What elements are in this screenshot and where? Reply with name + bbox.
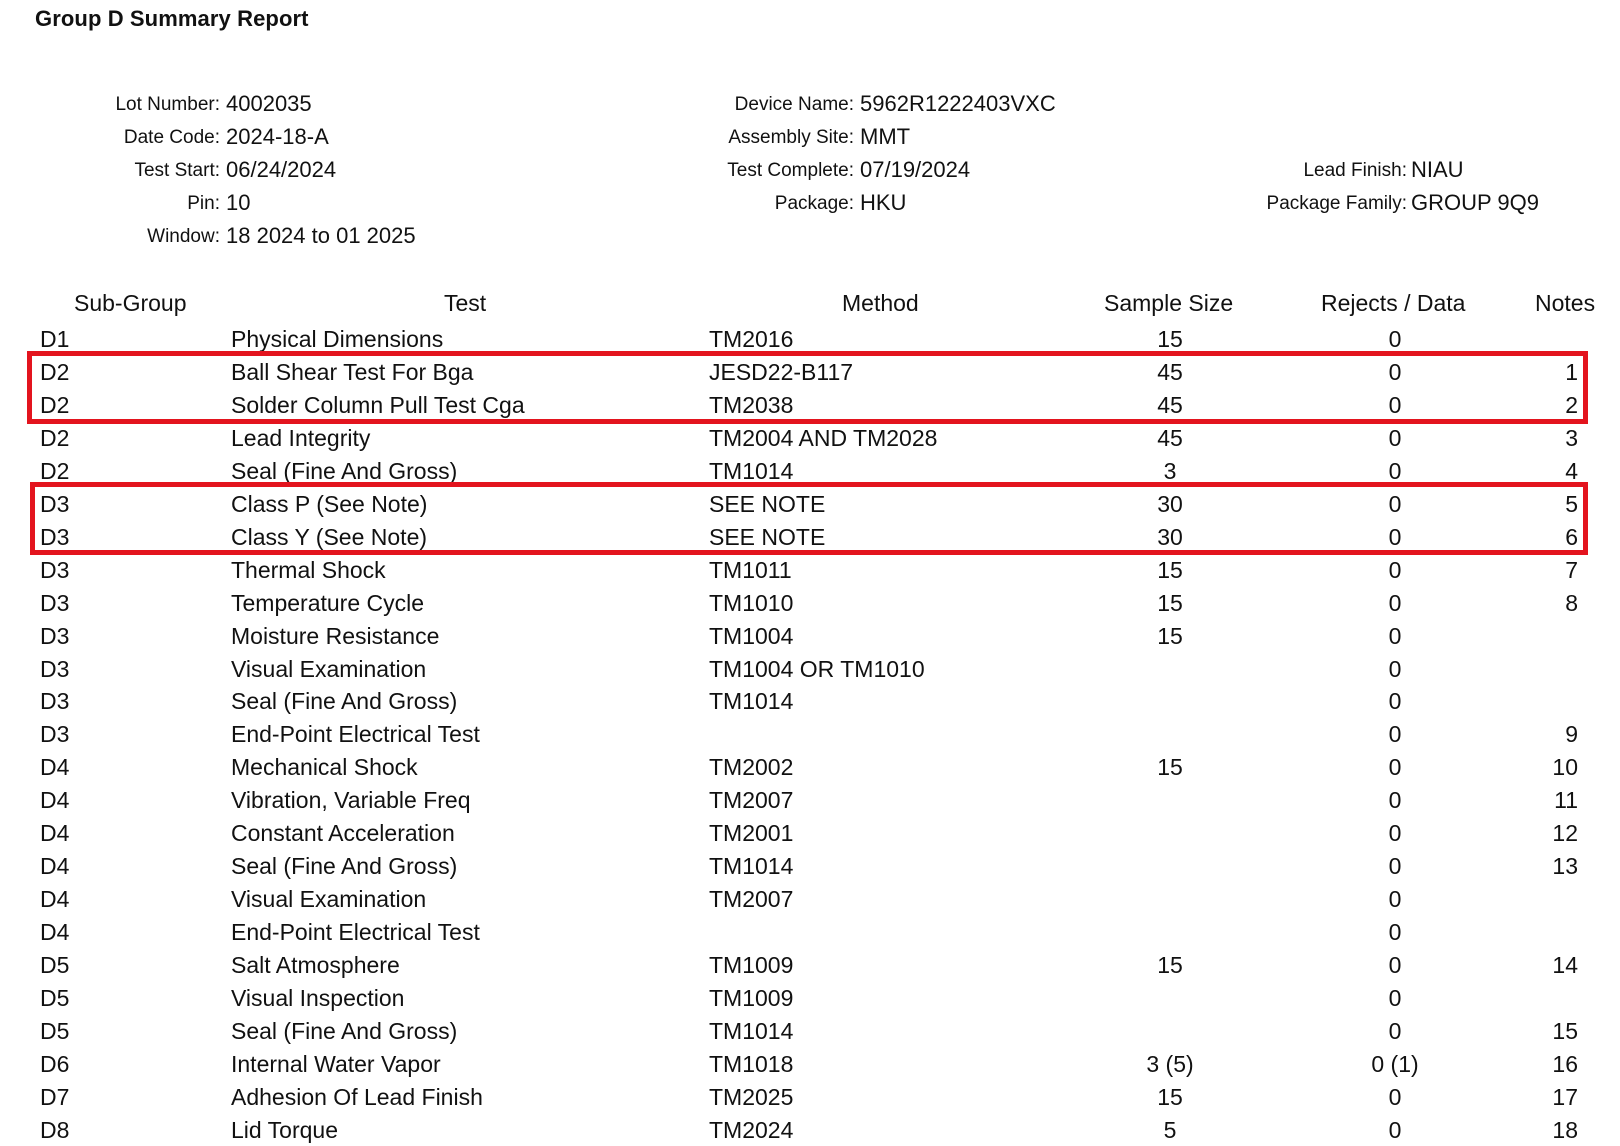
cell-rejects-text: 0 (1388, 820, 1402, 847)
cell-subgroup: D2 (40, 391, 70, 418)
cell-method: JESD22-B117 (709, 358, 854, 385)
cell-test: End-Point Electrical Test (231, 721, 480, 748)
test-start-value: 06/24/2024 (226, 157, 337, 182)
lot-number-value: 4002035 (226, 91, 312, 116)
cell-subgroup: D3 (40, 655, 70, 682)
cell-sample-size-text: 15 (1157, 622, 1183, 649)
table-row (0, 718, 1620, 750)
cell-method: TM2016 (709, 326, 794, 352)
cell-subgroup: D5 (40, 985, 70, 1011)
cell-method: SEE NOTE (709, 490, 826, 517)
table-row (0, 422, 1620, 454)
cell-sample-size-text: 3 (1163, 457, 1177, 484)
cell-sample-size-text: 15 (1157, 589, 1183, 616)
test-start-label: Test Start: (134, 160, 220, 181)
cell-test: Lid Torque (231, 1116, 338, 1143)
cell-subgroup: D6 (40, 1050, 70, 1077)
cell-notes: 10 (1552, 754, 1578, 781)
cell-method: TM2024 (709, 1116, 794, 1143)
header-rejects-data: Rejects / Data (1321, 290, 1466, 316)
package-label: Package: (774, 193, 854, 214)
cell-test: Solder Column Pull Test Cga (231, 391, 525, 418)
cell-sample-size-text: 45 (1157, 391, 1183, 418)
table-row (0, 817, 1620, 849)
pin-label: Pin: (187, 193, 220, 214)
assembly-site-value: MMT (860, 124, 911, 149)
cell-method: TM2001 (709, 820, 794, 847)
cell-subgroup: D3 (40, 721, 70, 748)
cell-sample-size-text: 15 (1157, 754, 1183, 781)
header-notes: Notes (1535, 290, 1596, 316)
cell-sample-size-text: 45 (1157, 358, 1183, 385)
cell-test: Lead Integrity (231, 424, 371, 451)
cell-test: Seal (Fine And Gross) (231, 1017, 458, 1044)
cell-test: Visual Examination (231, 655, 427, 682)
cell-test: Salt Atmosphere (231, 952, 400, 979)
cell-test: End-Point Electrical Test (231, 919, 480, 946)
table-row (0, 323, 1620, 355)
cell-notes: 15 (1552, 1017, 1578, 1044)
table-row (0, 653, 1620, 685)
cell-test: Ball Shear Test For Bga (231, 358, 474, 385)
table-row (0, 587, 1620, 619)
cell-test: Constant Acceleration (231, 820, 455, 847)
cell-rejects-text: 0 (1388, 688, 1402, 715)
cell-method: TM2002 (709, 754, 794, 781)
cell-test: Seal (Fine And Gross) (231, 853, 458, 880)
cell-method: TM1018 (709, 1050, 794, 1077)
cell-rejects-text: 0 (1388, 391, 1402, 418)
cell-subgroup: D2 (40, 358, 70, 385)
table-row (0, 1048, 1620, 1080)
cell-notes: 18 (1552, 1116, 1578, 1143)
cell-subgroup: D2 (40, 424, 70, 451)
cell-notes: 4 (1565, 457, 1578, 484)
cell-subgroup: D4 (40, 853, 70, 880)
cell-rejects-text: 0 (1388, 523, 1402, 550)
cell-notes: 2 (1565, 391, 1578, 418)
cell-test: Seal (Fine And Gross) (231, 457, 458, 484)
table-row (0, 1081, 1620, 1113)
cell-method: TM1014 (709, 1017, 794, 1044)
cell-method: TM1004 (709, 622, 794, 649)
cell-test: Adhesion Of Lead Finish (231, 1083, 483, 1110)
cell-rejects-text: 0 (1388, 358, 1402, 385)
package-family-label: Package Family: (1266, 193, 1407, 214)
cell-notes: 13 (1552, 853, 1578, 880)
cell-notes: 9 (1565, 721, 1578, 748)
cell-method: TM1004 OR TM1010 (709, 655, 925, 682)
cell-rejects-text: 0 (1388, 655, 1402, 682)
table-row (0, 883, 1620, 915)
header-test: Test (444, 290, 487, 316)
table-row (0, 620, 1620, 652)
cell-rejects-text: 0 (1388, 326, 1402, 352)
cell-notes: 17 (1552, 1083, 1578, 1110)
cell-method: TM2007 (709, 886, 794, 913)
cell-rejects-text: 0 (1388, 424, 1402, 451)
table-row (0, 751, 1620, 783)
cell-test: Visual Inspection (231, 985, 405, 1011)
device-name-label: Device Name: (734, 94, 854, 115)
cell-rejects-text: 0 (1388, 556, 1402, 583)
cell-sample-size-text: 3 (5) (1146, 1050, 1194, 1077)
cell-rejects-text: 0 (1388, 919, 1402, 946)
cell-subgroup: D3 (40, 622, 70, 649)
date-code-label: Date Code: (123, 127, 220, 148)
header-subgroup: Sub-Group (74, 290, 187, 316)
header-method: Method (842, 290, 919, 316)
table-row (0, 850, 1620, 882)
cell-subgroup: D3 (40, 490, 70, 517)
cell-notes: 12 (1552, 820, 1578, 847)
cell-subgroup: D5 (40, 1017, 70, 1044)
cell-sample-size-text: 30 (1157, 490, 1183, 517)
package-value: HKU (860, 190, 907, 215)
test-complete-label: Test Complete: (727, 160, 854, 181)
window-label: Window: (147, 226, 220, 247)
cell-rejects-text: 0 (1388, 589, 1402, 616)
cell-subgroup: D3 (40, 688, 70, 715)
cell-sample-size-text: 15 (1157, 556, 1183, 583)
report-title: Group D Summary Report (35, 6, 309, 31)
cell-subgroup: D3 (40, 589, 70, 616)
cell-sample-size-text: 5 (1163, 1116, 1177, 1143)
cell-method: TM1009 (709, 985, 794, 1011)
cell-subgroup: D2 (40, 457, 70, 484)
cell-subgroup: D4 (40, 820, 70, 847)
cell-rejects-text: 0 (1388, 490, 1402, 517)
cell-method: TM1009 (709, 952, 794, 979)
cell-test: Mechanical Shock (231, 754, 418, 781)
cell-subgroup: D3 (40, 523, 70, 550)
lot-number-label: Lot Number: (115, 94, 220, 115)
cell-test: Moisture Resistance (231, 622, 440, 649)
cell-method: TM1010 (709, 589, 794, 616)
cell-subgroup: D8 (40, 1116, 70, 1143)
table-row (0, 685, 1620, 717)
cell-rejects-text: 0 (1388, 985, 1402, 1011)
cell-sample-size-text: 15 (1157, 952, 1183, 979)
cell-subgroup: D4 (40, 754, 70, 781)
test-complete-value: 07/19/2024 (860, 157, 971, 182)
table-row (0, 949, 1620, 981)
cell-sample-size-text: 15 (1157, 1083, 1183, 1110)
cell-test: Thermal Shock (231, 556, 386, 583)
cell-rejects-text: 0 (1388, 457, 1402, 484)
cell-notes: 3 (1565, 424, 1578, 451)
cell-method: TM2004 AND TM2028 (709, 424, 938, 451)
table-row (0, 916, 1620, 948)
cell-notes: 7 (1565, 556, 1578, 583)
cell-method: TM2025 (709, 1083, 794, 1110)
assembly-site-label: Assembly Site: (728, 127, 854, 148)
cell-subgroup: D1 (40, 326, 70, 352)
package-family-value: GROUP 9Q9 (1411, 190, 1539, 215)
cell-test: Class Y (See Note) (231, 523, 428, 550)
device-name-value: 5962R1222403VXC (860, 91, 1056, 116)
cell-subgroup: D7 (40, 1083, 70, 1110)
cell-notes: 6 (1565, 523, 1578, 550)
cell-rejects-text: 0 (1388, 853, 1402, 880)
cell-method: TM2038 (709, 391, 794, 418)
table-row (0, 356, 1620, 388)
lead-finish-label: Lead Finish: (1303, 160, 1407, 181)
cell-notes: 8 (1565, 589, 1578, 616)
table-row (0, 488, 1620, 520)
cell-notes: 16 (1552, 1050, 1578, 1077)
cell-notes: 1 (1565, 358, 1578, 385)
cell-method: TM1014 (709, 853, 794, 880)
cell-rejects-text: 0 (1388, 622, 1402, 649)
pin-value: 10 (226, 190, 251, 215)
table-row (0, 389, 1620, 421)
table-row (0, 982, 1620, 1014)
cell-sample-size-text: 30 (1157, 523, 1183, 550)
cell-sample-size-text: 45 (1157, 424, 1183, 451)
cell-test: Class P (See Note) (231, 490, 428, 517)
cell-sample-size-text: 15 (1157, 326, 1183, 352)
cell-method: TM1011 (709, 556, 792, 583)
table-row (0, 554, 1620, 586)
table-row (0, 521, 1620, 553)
cell-test: Vibration, Variable Freq (231, 787, 471, 814)
cell-notes: 11 (1554, 787, 1578, 814)
window-value: 18 2024 to 01 2025 (226, 223, 416, 248)
cell-rejects-text: 0 (1388, 721, 1402, 748)
cell-test: Seal (Fine And Gross) (231, 688, 458, 715)
cell-subgroup: D4 (40, 919, 70, 946)
table-row (0, 455, 1620, 487)
cell-rejects-text: 0 (1) (1371, 1050, 1419, 1077)
lead-finish-value: NIAU (1411, 157, 1464, 182)
cell-subgroup: D4 (40, 886, 70, 913)
cell-subgroup: D5 (40, 952, 70, 979)
cell-method: TM1014 (709, 457, 794, 484)
cell-rejects-text: 0 (1388, 952, 1402, 979)
cell-rejects-text: 0 (1388, 886, 1402, 913)
cell-test: Physical Dimensions (231, 326, 444, 352)
cell-subgroup: D3 (40, 556, 70, 583)
table-row (0, 784, 1620, 816)
cell-rejects-text: 0 (1388, 1083, 1402, 1110)
cell-method: TM2007 (709, 787, 794, 814)
date-code-value: 2024-18-A (226, 124, 329, 149)
cell-rejects-text: 0 (1388, 787, 1402, 814)
cell-subgroup: D4 (40, 787, 70, 814)
cell-rejects-text: 0 (1388, 754, 1402, 781)
cell-method: TM1014 (709, 688, 794, 715)
cell-rejects-text: 0 (1388, 1116, 1402, 1143)
cell-notes: 14 (1552, 952, 1578, 979)
cell-test: Temperature Cycle (231, 589, 425, 616)
cell-rejects-text: 0 (1388, 1017, 1402, 1044)
header-sample-size: Sample Size (1104, 290, 1234, 316)
cell-test: Visual Examination (231, 886, 427, 913)
cell-method: SEE NOTE (709, 523, 826, 550)
cell-notes: 5 (1565, 490, 1578, 517)
table-row (0, 1015, 1620, 1047)
cell-test: Internal Water Vapor (231, 1050, 441, 1077)
